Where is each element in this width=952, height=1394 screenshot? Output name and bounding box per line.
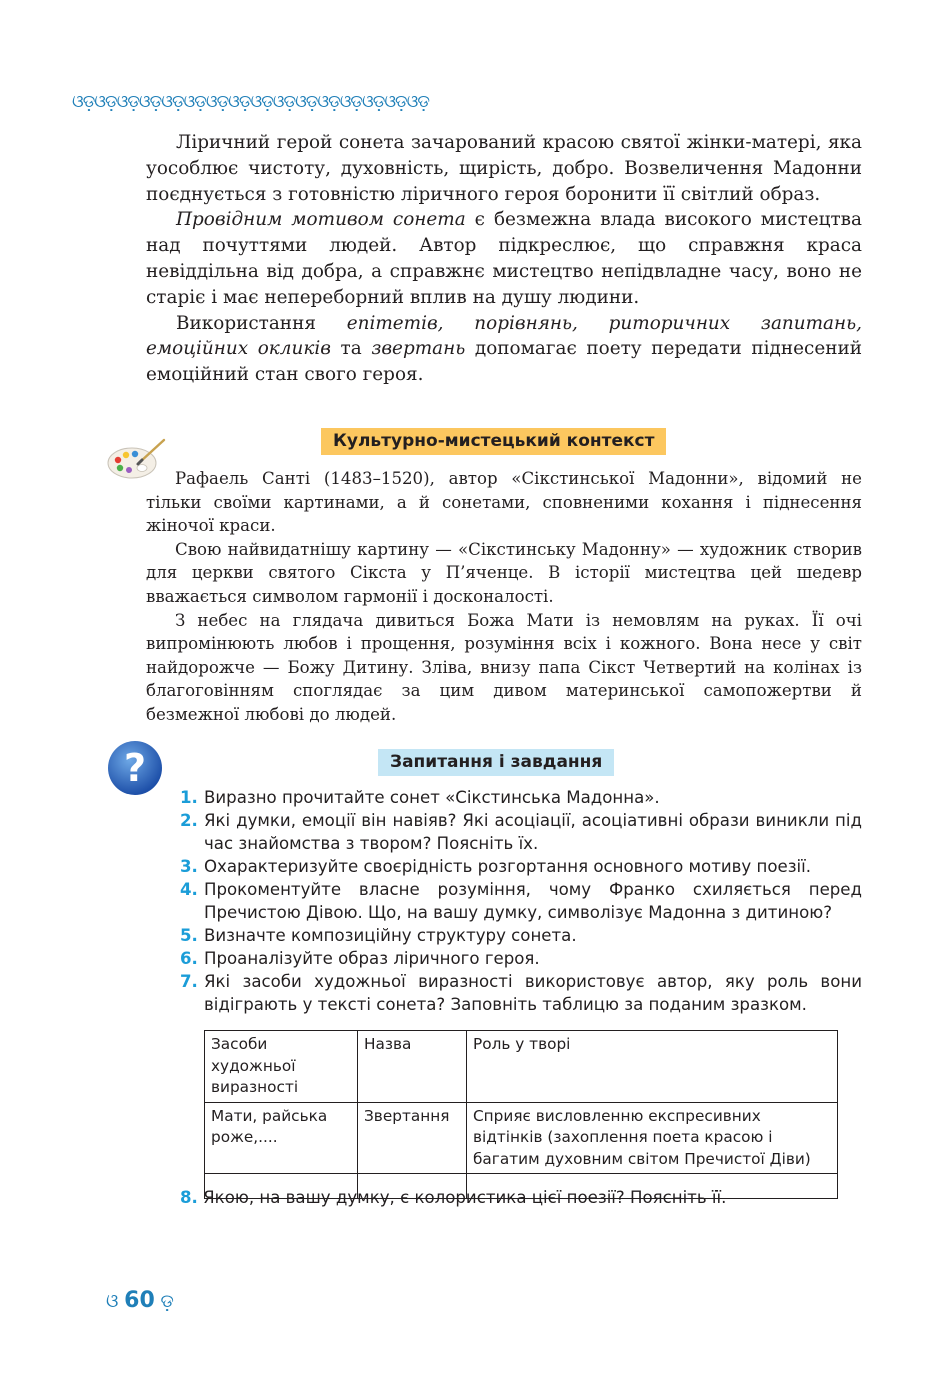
page-mark-left: ଓ	[106, 1291, 119, 1312]
table-row	[205, 1102, 838, 1174]
expressive-means-table	[204, 1030, 838, 1199]
list-item: 5. Визначте композиційну структуру сонета.	[180, 926, 577, 945]
page-number	[106, 1288, 174, 1313]
page-number-value: 60	[124, 1288, 155, 1313]
table-cell: Сприяє висловленню експресивних відтінків (захоплення поета красою і багатим духовним світом Пречистої Діви)	[467, 1102, 838, 1174]
analysis-paragraph-2: Провідним мотивом сонета є безмежна влада високого мистецтва над почуттями людей. Автор підкреслює, що справжня краса невіддільна від добра, а справжнє мистецтво непідвладне часу, воно не старіє і має непереборний вплив на душу людини.	[146, 209, 862, 308]
analysis-text	[146, 130, 862, 388]
list-item: 2. Які думки, емоції він навіяв? Які асоціації, асоціативні образи виникли під час знайомства з твором? Поясніть їх.	[180, 811, 862, 853]
task-8: 8. Якою, на вашу думку, є колористика цієї поезії? Поясніть її.	[180, 1188, 727, 1207]
svg-text:?: ?	[123, 746, 147, 790]
culture-heading: Культурно-мистецький контекст	[321, 428, 666, 455]
top-ornament: ଓଡ଼ଓଡ଼ଓଡ଼ଓଡ଼ଓଡ଼ଓଡ଼ଓଡ଼ଓଡ଼ଓଡ଼ଓଡ଼ଓଡ଼ଓଡ଼ଓଡ଼ଓଡ଼ଓଡ଼ଓଡ଼	[72, 92, 429, 112]
table-header: Засоби художньої виразності	[205, 1031, 358, 1103]
list-item: 7. Які засоби художньої виразності використовує автор, яку роль вони відіграють у тексті сонета? Заповніть таблицю за поданим зразком.	[180, 972, 862, 1014]
culture-paragraph-2: Свою найвидатнішу картину — «Сікстинську Мадонну» — художник створив для церкви святого Сікста у П’яченце. В історії мистецтва цей шедевр вважається символом гармонії і досконалості.	[146, 539, 862, 606]
list-item: 6. Проаналізуйте образ ліричного героя.	[180, 949, 540, 968]
table-header: Назва	[358, 1031, 467, 1103]
analysis-paragraph-1: Ліричний герой сонета зачарований красою святої жінки-матері, яка уособлює чистоту, духовність, щирість, добро. Возвеличення Мадонни поєднується з готовністю ліричного героя боронити її світлий образ.	[146, 132, 862, 205]
table-header-row	[205, 1031, 838, 1103]
table-cell: Звертання	[358, 1102, 467, 1174]
analysis-paragraph-3: Використання епітетів, порівнянь, риторичних запитань, емоційних окликів та звертань допомагає поету передати піднесений емоційний стан свого героя.	[146, 312, 862, 386]
culture-text	[146, 467, 862, 727]
page-mark-right: ଡ଼	[160, 1291, 174, 1312]
list-item: 4. Прокоментуйте власне розуміння, чому Франко схиляється перед Пречистою Дівою. Що, на вашу думку, символізує Мадонна з дитиною?	[180, 880, 862, 922]
list-item: 3. Охарактеризуйте своєрідність розгортання основного мотиву поезії.	[180, 857, 812, 876]
table-cell: Мати, райська роже,....	[205, 1102, 358, 1174]
list-item: 1. Виразно прочитайте сонет «Сікстинська Мадонна».	[180, 788, 660, 807]
culture-paragraph-3: З небес на глядача дивиться Божа Мати із немовлям на руках. Її очі випромінюють любов і прощення, розуміння всіх і кожного. Вона несе у світ найдорожче — Божу Дитину. Зліва, внизу папа Сікст Четвертий на колінах із благоговінням споглядає за цим дивом материнської самопожертви й безмежної любові до людей.	[146, 610, 862, 724]
task-list	[146, 786, 862, 1016]
questions-heading: Запитання і завдання	[378, 749, 614, 776]
analysis-emphasis: Провідним мотивом сонета	[176, 209, 466, 231]
culture-paragraph-1: Рафаель Санті (1483–1520), автор «Сікстинської Мадонни», відомий не тільки своїми картинами, а й сонетами, сповненими кохання і піднесення жіночої краси.	[146, 469, 862, 536]
table-header: Роль у творі	[467, 1031, 838, 1103]
